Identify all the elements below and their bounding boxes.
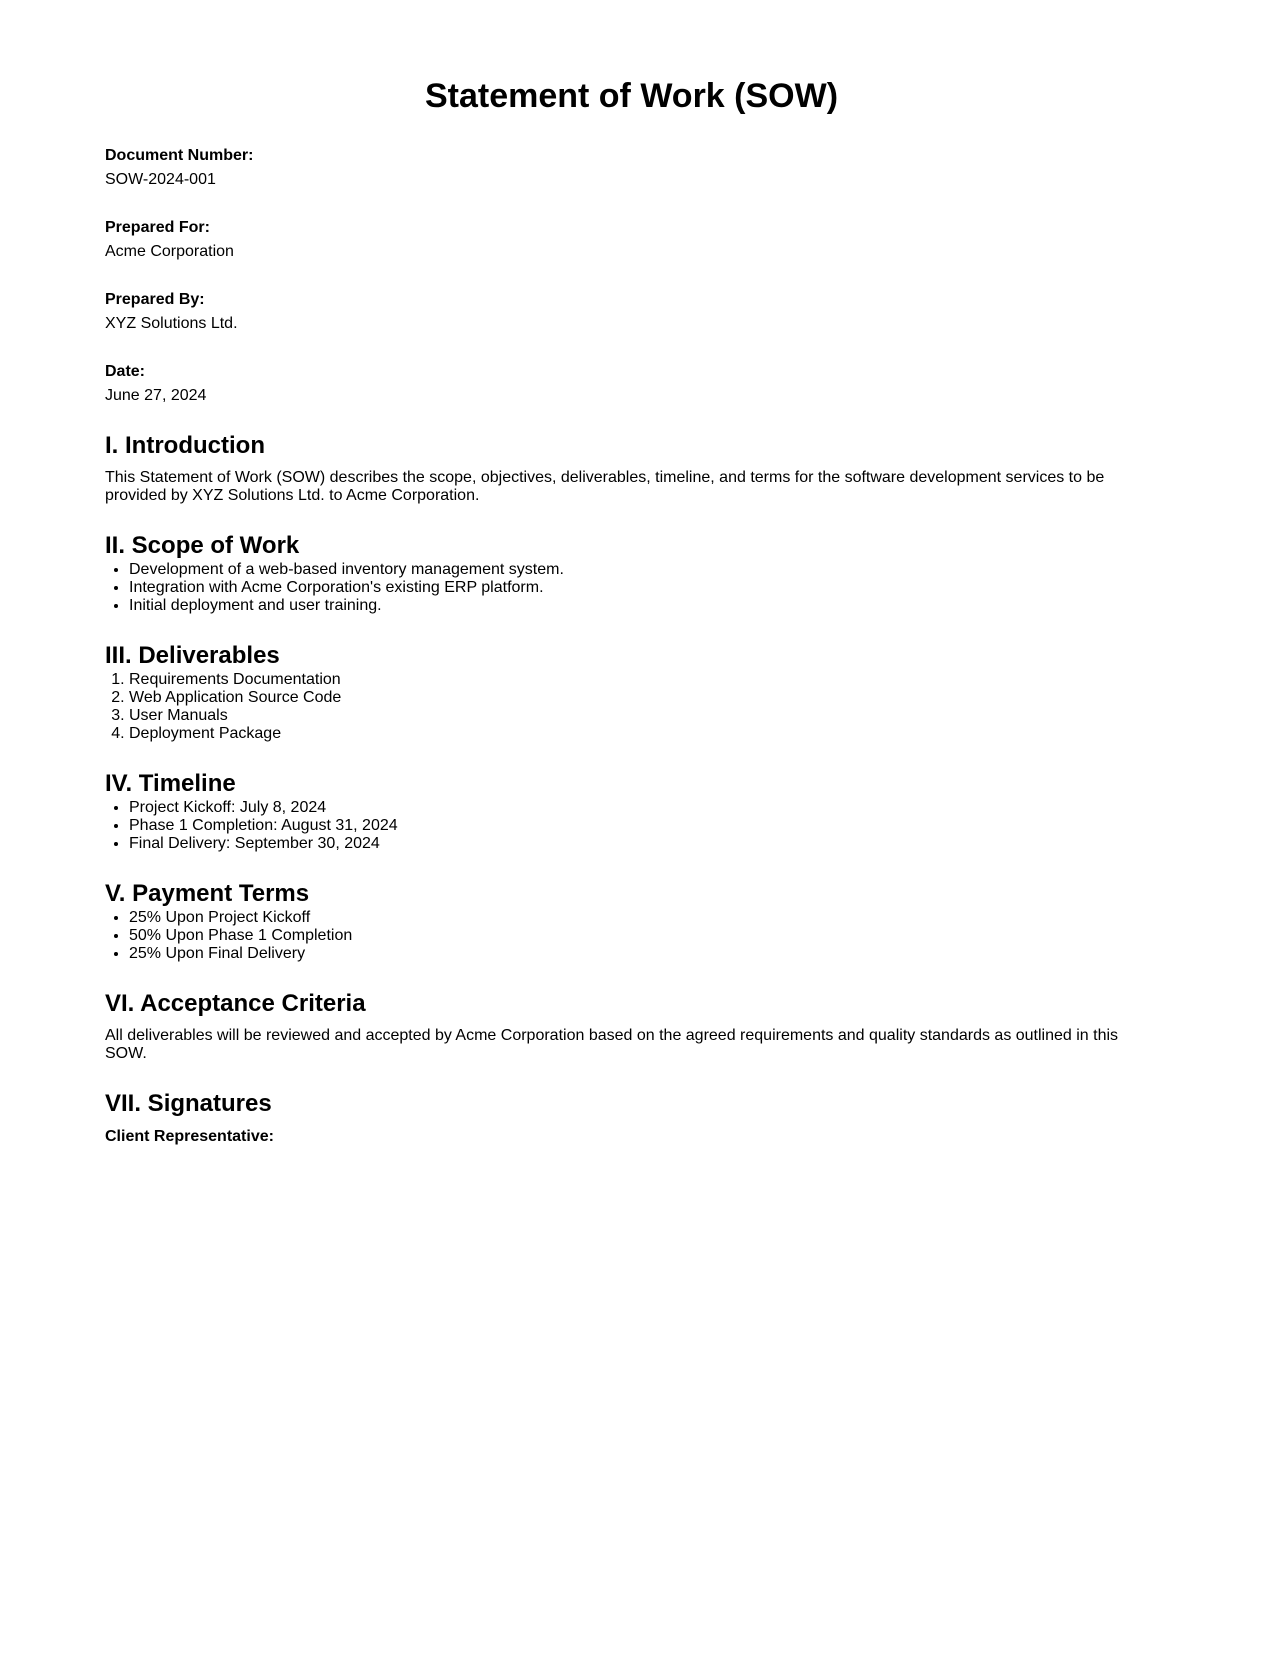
section-timeline	[105, 769, 1158, 853]
payment-list	[105, 909, 1158, 963]
section-signatures	[105, 1089, 1158, 1146]
list-item: • Development of a web-based inventory management system.	[129, 561, 1158, 579]
list-item: 4. Deployment Package	[129, 725, 1158, 743]
meta-document-number	[105, 144, 1158, 192]
list-item: • 50% Upon Phase 1 Completion	[129, 927, 1158, 945]
meta-value: June 27, 2024	[105, 387, 207, 404]
list-item: 2. Web Application Source Code	[129, 689, 1158, 707]
list-item: • Initial deployment and user training.	[129, 597, 1158, 615]
document-title: Statement of Work (SOW)	[424, 77, 839, 115]
meta-prepared-by	[105, 288, 1158, 336]
section-acceptance-criteria	[105, 989, 1158, 1063]
list-item: • Project Kickoff: July 8, 2024	[129, 799, 1158, 817]
client-representative-label: Client Representative:	[105, 1128, 274, 1145]
list-item: • Phase 1 Completion: August 31, 2024	[129, 817, 1158, 835]
meta-prepared-for	[105, 216, 1158, 264]
section-heading: II. Scope of Work	[105, 532, 300, 559]
acceptance-text: All deliverables will be reviewed and accepted by Acme Corporation based on the agreed requirements and quality standards as outlined in this SOW.	[105, 1027, 1119, 1062]
list-item: • 25% Upon Final Delivery	[129, 945, 1158, 963]
section-heading: I. Introduction	[105, 432, 265, 459]
section-introduction	[105, 431, 1158, 505]
document-meta	[105, 144, 1158, 408]
scope-list	[105, 561, 1158, 615]
list-item: 3. User Manuals	[129, 707, 1158, 725]
meta-label: Date:	[105, 363, 146, 380]
section-scope	[105, 531, 1158, 615]
meta-date	[105, 360, 1158, 408]
section-deliverables	[105, 641, 1158, 743]
section-payment-terms	[105, 879, 1158, 963]
meta-value: XYZ Solutions Ltd.	[105, 315, 238, 332]
meta-value: SOW-2024-001	[105, 171, 216, 188]
section-heading: IV. Timeline	[105, 770, 236, 797]
meta-label: Prepared For:	[105, 219, 210, 236]
section-heading: V. Payment Terms	[105, 880, 310, 907]
list-item: • Integration with Acme Corporation's existing ERP platform.	[129, 579, 1158, 597]
introduction-text: This Statement of Work (SOW) describes the scope, objectives, deliverables, timeline, and terms for the software development services to be provided by XYZ Solutions Ltd. to Acme Corporation.	[105, 469, 1105, 504]
timeline-list	[105, 799, 1158, 853]
section-heading: VII. Signatures	[105, 1090, 272, 1117]
list-item: • Final Delivery: September 30, 2024	[129, 835, 1158, 853]
list-item: 1. Requirements Documentation	[129, 671, 1158, 689]
deliverables-list	[105, 671, 1158, 743]
list-item: • 25% Upon Project Kickoff	[129, 909, 1158, 927]
meta-value: Acme Corporation	[105, 243, 234, 260]
meta-label: Prepared By:	[105, 291, 205, 308]
meta-label: Document Number:	[105, 147, 254, 164]
section-heading: VI. Acceptance Criteria	[105, 990, 366, 1017]
section-heading: III. Deliverables	[105, 642, 280, 669]
